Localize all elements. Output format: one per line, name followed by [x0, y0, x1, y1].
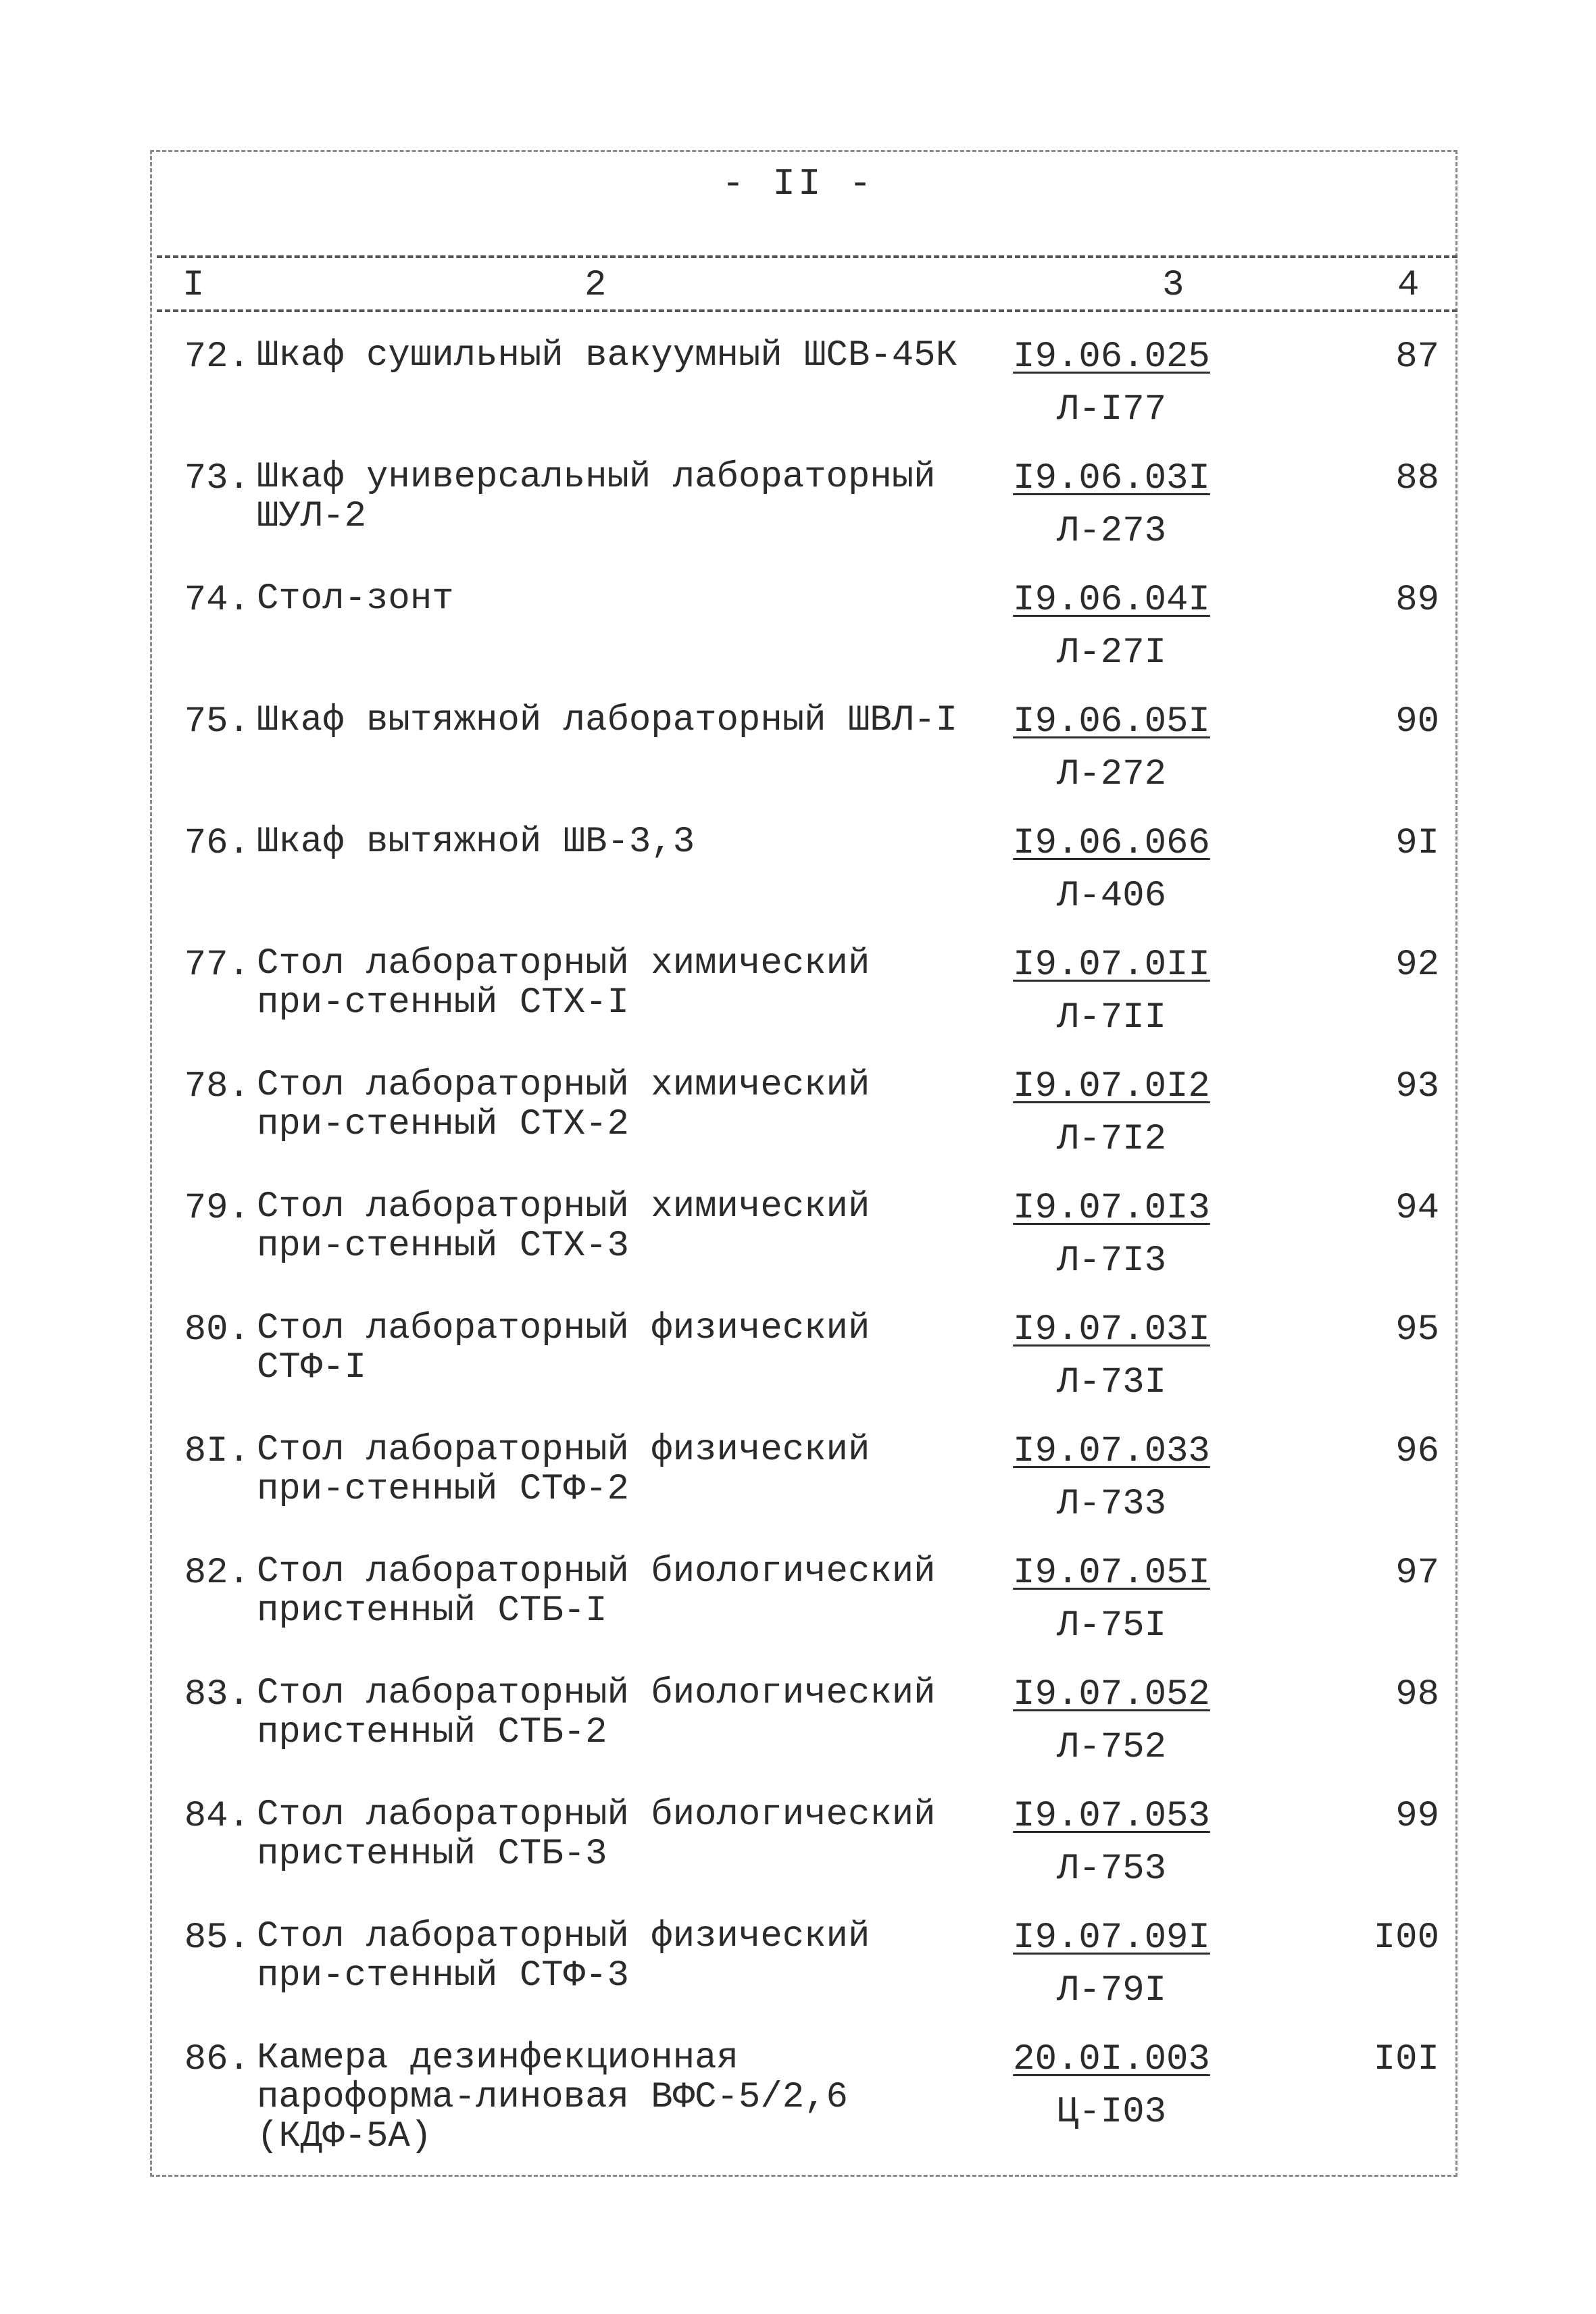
row-page: I00 — [1373, 1917, 1439, 1959]
row-document: Л-7I2 — [1056, 1119, 1167, 1160]
row-code: I9.07.0I3 — [1013, 1188, 1210, 1229]
row-code: I9.07.0II — [1013, 945, 1210, 986]
row-code: I9.06.04I — [1013, 580, 1210, 621]
row-name: Шкаф универсальный лабораторный ШУЛ-2 — [257, 457, 936, 537]
row-page: 99 — [1395, 1796, 1439, 1837]
row-document: Л-273 — [1056, 511, 1167, 552]
row-document: Л-27I — [1056, 632, 1167, 674]
row-page: I0I — [1373, 2039, 1439, 2080]
row-name: Шкаф вытяжной ШВ-3,3 — [257, 822, 695, 863]
row-code: I9.06.025 — [1013, 336, 1210, 378]
row-name: Стол лабораторный физический при-стенный СТФ-3 — [257, 1916, 870, 1996]
row-number: 85. — [184, 1917, 250, 1959]
row-document: Л-75I — [1056, 1605, 1167, 1646]
row-number: 8I. — [184, 1431, 250, 1472]
row-document: Л-79I — [1056, 1970, 1167, 2011]
row-page: 90 — [1395, 701, 1439, 743]
row-number: 72. — [184, 336, 250, 378]
row-document: Л-406 — [1056, 876, 1167, 917]
row-name: Стол лабораторный химический при-стенный СТХ-2 — [257, 1065, 870, 1145]
row-page: 98 — [1395, 1674, 1439, 1715]
row-name: Камера дезинфекционная пароформа-линовая ВФС-5/2,6 (КДФ-5А) — [257, 2038, 848, 2157]
row-code: I9.07.09I — [1013, 1917, 1210, 1959]
row-page: 93 — [1395, 1066, 1439, 1107]
row-code: I9.07.05I — [1013, 1553, 1210, 1594]
row-number: 74. — [184, 580, 250, 621]
row-name: Стол лабораторный физический СТФ-I — [257, 1308, 870, 1388]
row-code: I9.07.0I2 — [1013, 1066, 1210, 1107]
row-number: 76. — [184, 823, 250, 864]
column-header-4: 4 — [1397, 265, 1420, 306]
row-page: 97 — [1395, 1553, 1439, 1594]
row-name: Стол лабораторный химический при-стенный СТХ-I — [257, 943, 870, 1024]
page-number: - II - — [722, 162, 874, 205]
row-code: I9.06.03I — [1013, 458, 1210, 499]
row-document: Л-7I3 — [1056, 1240, 1167, 1282]
row-document: Л-753 — [1056, 1848, 1167, 1890]
row-number: 78. — [184, 1066, 250, 1107]
row-code: I9.06.05I — [1013, 701, 1210, 743]
row-page: 96 — [1395, 1431, 1439, 1472]
row-code: I9.07.033 — [1013, 1431, 1210, 1472]
row-page: 87 — [1395, 336, 1439, 378]
row-number: 73. — [184, 458, 250, 499]
row-name: Стол лабораторный биологический пристенный СТБ-3 — [257, 1794, 936, 1875]
row-number: 79. — [184, 1188, 250, 1229]
row-name: Шкаф вытяжной лабораторный ШВЛ-I — [257, 700, 957, 741]
row-document: Л-733 — [1056, 1484, 1167, 1525]
row-name: Стол лабораторный физический при-стенный СТФ-2 — [257, 1430, 870, 1510]
row-number: 82. — [184, 1553, 250, 1594]
row-number: 86. — [184, 2039, 250, 2080]
row-name: Стол лабораторный биологический пристенный СТБ-2 — [257, 1673, 936, 1753]
row-code: I9.07.053 — [1013, 1796, 1210, 1837]
row-name: Стол лабораторный биологический пристенный СТБ-I — [257, 1551, 936, 1632]
row-number: 77. — [184, 945, 250, 986]
row-name: Стол лабораторный химический при-стенный СТХ-3 — [257, 1186, 870, 1267]
row-page: 88 — [1395, 458, 1439, 499]
row-code: I9.07.052 — [1013, 1674, 1210, 1715]
column-header-1: I — [182, 265, 205, 306]
row-code: I9.06.066 — [1013, 823, 1210, 864]
row-document: Л-7II — [1056, 997, 1167, 1038]
column-header-2: 2 — [584, 265, 607, 306]
row-name: Стол-зонт — [257, 578, 454, 620]
row-page: 95 — [1395, 1309, 1439, 1351]
row-code: 20.0I.003 — [1013, 2039, 1210, 2080]
row-number: 80. — [184, 1309, 250, 1351]
row-page: 92 — [1395, 945, 1439, 986]
row-page: 94 — [1395, 1188, 1439, 1229]
row-name: Шкаф сушильный вакуумный ШСВ-45К — [257, 335, 957, 376]
row-document: Ц-I03 — [1056, 2092, 1167, 2133]
row-document: Л-I77 — [1056, 389, 1167, 430]
row-code: I9.07.03I — [1013, 1309, 1210, 1351]
row-document: Л-73I — [1056, 1362, 1167, 1403]
row-number: 83. — [184, 1674, 250, 1715]
row-page: 89 — [1395, 580, 1439, 621]
row-document: Л-272 — [1056, 754, 1167, 795]
header-rule-bottom — [157, 309, 1457, 312]
row-number: 75. — [184, 701, 250, 743]
row-document: Л-752 — [1056, 1727, 1167, 1768]
row-page: 9I — [1395, 823, 1439, 864]
column-header-3: 3 — [1162, 265, 1184, 306]
row-number: 84. — [184, 1796, 250, 1837]
header-rule-top — [157, 255, 1457, 258]
